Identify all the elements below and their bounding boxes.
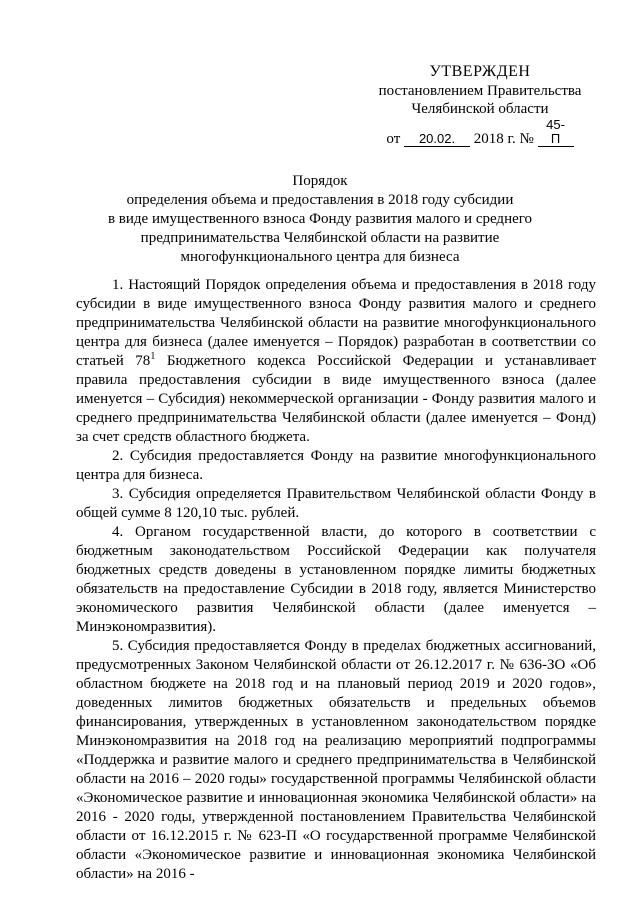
article-superscript: 1 [150,351,156,362]
document-title [60,172,580,267]
from-label: от [386,131,401,147]
paragraph-5: 5. Субсидия предоставляется Фонду в пределах бюджетных ассигнований, предусмотренных Законом Челябинской области от 26.12.2017 г. № 636-ЗО «Об областном бюджете на 2018 год и на плановый период 2019 и 2020 годов», доведенных лимитов бюджетных обязательств и предельных объемов финансирования, утвержденных в установленном законодательством порядке Минэкономразвития на 2018 год на реализацию мероприятий подпрограммы «Поддержка и развитие малого и среднего предпринимательства в Челябинской области на 2016 – 2020 годы» государственной программы Челябинской области «Экономическое развитие и инновационная экономика Челябинской области» на 2016 - 2020 годы, утвержденной постановлением Правительства Челябинской области от 16.12.2015 г. № 623-П «О государственной программе Челябинской области «Экономическое развитие и инновационная экономика Челябинской области» на 2016 - [76,638,596,882]
title-line-2: определения объема и предоставления в 2018 году субсидии [126,192,514,208]
handwritten-number: 45-П [538,118,574,147]
paragraph-1-part-a: 1. Настоящий Порядок определения объема и предоставления в 2018 году субсидии в виде имущественного взноса Фонду развития малого и среднего предпринимательства Челябинской области на развитие многофункционального центра для бизнеса (далее именуется – Порядок) разработан в соответствии со статьей 78 [76,277,596,369]
approval-date-line [360,118,600,148]
paragraph-2: 2. Субсидия предоставляется Фонду на развитие многофункционального центра для бизнеса. [76,448,596,483]
year-label: 2018 г. № [473,131,534,147]
title-line-5: многофункционального центра для бизнеса [180,249,460,265]
approval-heading: УТВЕРЖДЕН [429,63,531,80]
approval-line-1: постановлением Правительства [378,83,582,99]
paragraph-1-part-b: Бюджетного кодекса Российской Федерации и устанавливает правила предоставления субсидии в виде имущественного взноса (далее именуется – Субсидия) некоммерческой организации - Фонду развития малого и среднего предпринимательства Челябинской области (далее именуется – Фонд) за счет средств областного бюджета. [76,353,596,445]
paragraph-4: 4. Органом государственной власти, до которого в соответствии с бюджетным законодательством Российской Федерации как получателя бюджетных средств доведены в установленном порядке лимиты бюджетных обязательств на предоставление Субсидии в 2018 году, является Министерство экономического развития Челябинской области (далее именуется – Минэкономразвития). [76,524,596,635]
title-line-1: Порядок [292,173,348,189]
handwritten-date: 20.02. [404,132,470,147]
title-line-4: предпринимательства Челябинской области на развитие [140,230,500,246]
document-body [76,276,596,884]
title-line-3: в виде имущественного взноса Фонду развития малого и среднего [107,211,533,227]
approval-line-2: Челябинской области [411,101,549,117]
paragraph-1 [76,276,596,447]
approval-block [360,62,600,148]
paragraph-3: 3. Субсидия определяется Правительством Челябинской области Фонду в общей сумме 8 120,10 тыс. рублей. [76,486,596,521]
